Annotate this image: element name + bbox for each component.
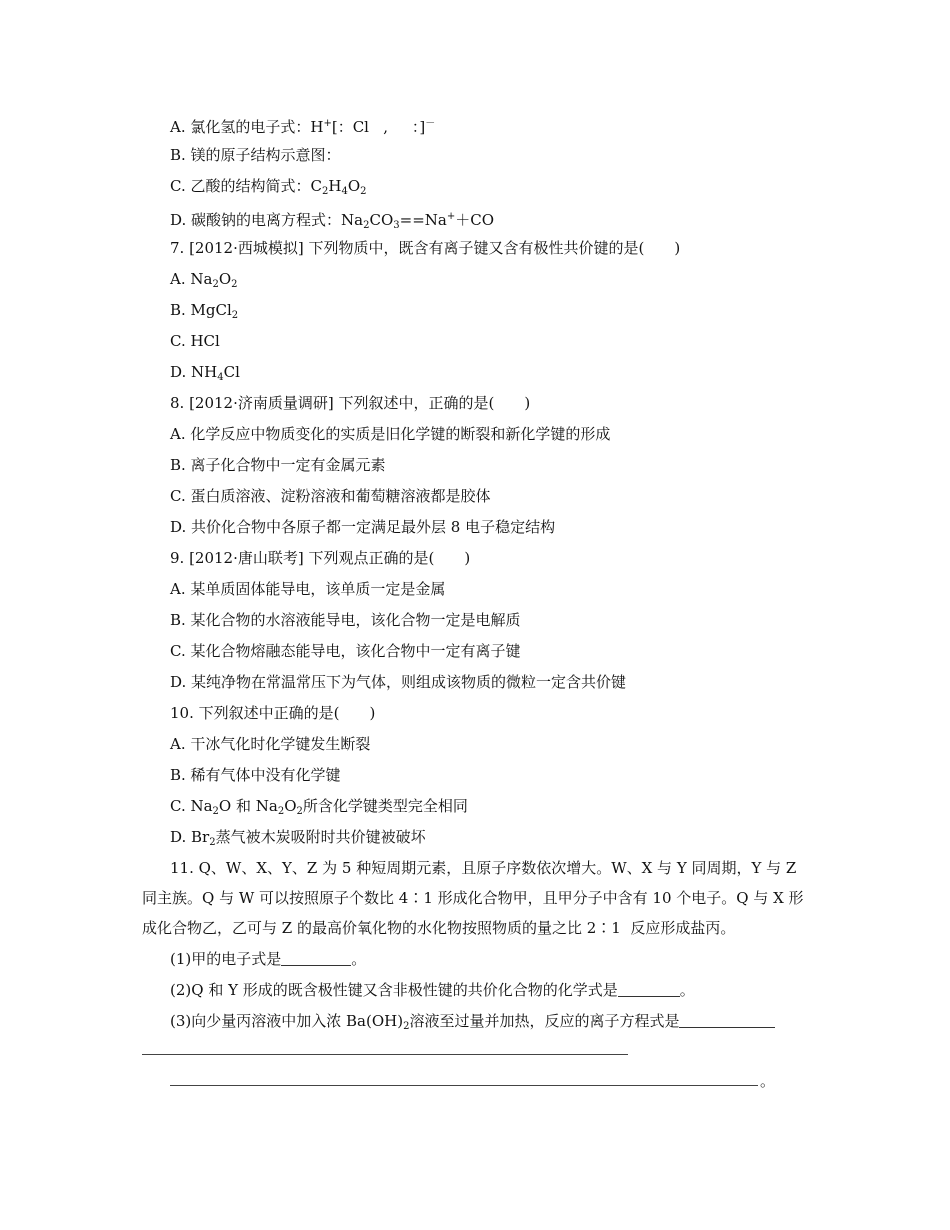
q6-option-c-sub2: 4 xyxy=(341,186,348,197)
q7-option-d-end: Cl xyxy=(223,363,240,381)
q7-option-a xyxy=(170,269,238,295)
q8-option-d: D. 共价化合物中各原子都一定满足最外层 8 电子稳定结构 xyxy=(170,518,556,536)
q8-option-b: B. 离子化合物中一定有金属元素 xyxy=(170,456,386,474)
q6-option-d-sub2: 3 xyxy=(393,220,400,231)
q10-option-c-sub3: 2 xyxy=(296,806,303,817)
q10-option-d-sub: 2 xyxy=(209,837,216,848)
q10-stem: 10. 下列叙述中正确的是( ) xyxy=(170,704,376,722)
q6-option-c-sub1: 2 xyxy=(321,186,329,197)
q6-option-d-m2: ==Na xyxy=(399,211,447,229)
q8-stem: 8. [2012·济南质量调研] 下列叙述中，正确的是( ) xyxy=(170,394,531,412)
q11-part2-answer-blank[interactable] xyxy=(618,982,680,997)
q11-part3-text: (3)向少量丙溶液中加入浓 Ba(OH) xyxy=(170,1012,404,1030)
q10-option-c-sub2: 2 xyxy=(277,806,285,817)
q6-option-d-text: D. 碳酸钠的电离方程式：Na xyxy=(170,211,364,229)
q7-stem: 7. [2012·西城模拟] 下列物质中，既含有离子键又含有极性共价键的是( ) xyxy=(170,239,681,257)
q9-option-d: D. 某纯净物在常温常压下为气体，则组成该物质的微粒一定含共价键 xyxy=(170,673,627,691)
q6-option-b: B. 镁的原子结构示意图： xyxy=(170,146,341,164)
q7-option-d xyxy=(170,362,240,388)
q6-option-a-sup2: － xyxy=(425,118,436,129)
q10-option-c-sub1: 2 xyxy=(212,806,219,817)
q6-option-a-sup1: + xyxy=(323,118,332,129)
q6-option-d-m1: CO xyxy=(369,211,394,229)
q11-part3-sub: 2 xyxy=(403,1021,410,1032)
q6-option-d-sub1: 2 xyxy=(363,220,370,231)
q6-option-c-m2: O xyxy=(347,177,361,195)
q11-part3-end: 溶液至过量并加热，反应的离子方程式是 xyxy=(409,1012,680,1030)
q10-option-c-m2: O xyxy=(284,797,297,815)
q6-option-c xyxy=(170,176,367,202)
q6-option-d xyxy=(170,207,494,236)
q6-option-a-mid: [：Cl , ：] xyxy=(331,118,426,136)
q6-option-a-text: A. 氯化氢的电子式：H xyxy=(170,118,324,136)
q7-option-a-m: O xyxy=(218,270,232,288)
q8-option-c: C. 蛋白质溶液、淀粉溶液和葡萄糖溶液都是胶体 xyxy=(170,487,491,505)
q11-part3-period: 。 xyxy=(760,1072,776,1090)
q11-stem-line1: 11. Q、W、X、Y、Z 为 5 种短周期元素，且原子序数依次增大。W、X 与 Y 同周期，Y 与 Z xyxy=(170,859,797,877)
q7-option-d-sub: 4 xyxy=(217,372,224,383)
q11-part3-answer-line-2[interactable] xyxy=(142,1054,628,1055)
q11-part1-answer-blank[interactable] xyxy=(281,951,351,966)
q6-option-c-text: C. 乙酸的结构简式：C xyxy=(170,177,322,195)
q7-option-a-sub1: 2 xyxy=(212,279,219,290)
q6-option-d-end: ＋CO xyxy=(455,211,495,229)
q11-stem-line3: 成化合物乙，乙可与 Z 的最高价氧化物的水化物按照物质的量之比 2∶1 反应形成盐丙。 xyxy=(142,919,736,937)
q6-option-a xyxy=(170,114,435,137)
q11-part1 xyxy=(170,949,366,969)
q7-option-b xyxy=(170,300,238,326)
q7-option-a-sub2: 2 xyxy=(231,279,238,290)
q6-option-c-sub3: 2 xyxy=(360,186,367,197)
q8-option-a: A. 化学反应中物质变化的实质是旧化学键的断裂和新化学键的形成 xyxy=(170,425,611,443)
q7-option-b-text: B. MgCl xyxy=(170,301,232,319)
q11-part3-answer-line-3[interactable] xyxy=(170,1085,758,1086)
q10-option-c-text: C. Na xyxy=(170,797,213,815)
q10-option-c-m1: O 和 Na xyxy=(218,797,278,815)
q10-option-d-text: D. Br xyxy=(170,828,210,846)
q11-part2-text: (2)Q 和 Y 形成的既含极性键又含非极性键的共价化合物的化学式是 xyxy=(170,981,618,999)
q9-option-c: C. 某化合物熔融态能导电，该化合物中一定有离子键 xyxy=(170,642,521,660)
q7-option-d-text: D. NH xyxy=(170,363,218,381)
q10-option-c xyxy=(170,796,468,822)
q9-stem: 9. [2012·唐山联考] 下列观点正确的是( ) xyxy=(170,549,471,567)
q11-part1-end: 。 xyxy=(351,950,367,968)
q6-option-d-sup: + xyxy=(446,211,456,222)
q6-option-c-m1: H xyxy=(328,177,342,195)
q10-option-b: B. 稀有气体中没有化学键 xyxy=(170,766,341,784)
q11-part2 xyxy=(170,980,695,1000)
q11-part3 xyxy=(170,1011,775,1037)
q10-option-d xyxy=(170,827,426,853)
q10-option-d-end: 蒸气被木炭吸附时共价键被破坏 xyxy=(215,828,426,846)
q11-stem-line2: 同主族。Q 与 W 可以按照原子个数比 4∶1 形成化合物甲，且甲分子中含有 10 个电子。Q 与 X 形 xyxy=(142,889,804,907)
q9-option-b: B. 某化合物的水溶液能导电，该化合物一定是电解质 xyxy=(170,611,521,629)
q7-option-a-text: A. Na xyxy=(170,270,213,288)
q11-part3-answer-blank-1[interactable] xyxy=(679,1013,775,1028)
q10-option-a: A. 干冰气化时化学键发生断裂 xyxy=(170,735,371,753)
q9-option-a: A. 某单质固体能导电，该单质一定是金属 xyxy=(170,580,446,598)
q7-option-c: C. HCl xyxy=(170,332,220,350)
q11-part2-end: 。 xyxy=(679,981,695,999)
q10-option-c-end: 所含化学键类型完全相同 xyxy=(302,797,468,815)
q11-part1-text: (1)甲的电子式是 xyxy=(170,950,282,968)
q7-option-b-sub: 2 xyxy=(231,310,239,321)
